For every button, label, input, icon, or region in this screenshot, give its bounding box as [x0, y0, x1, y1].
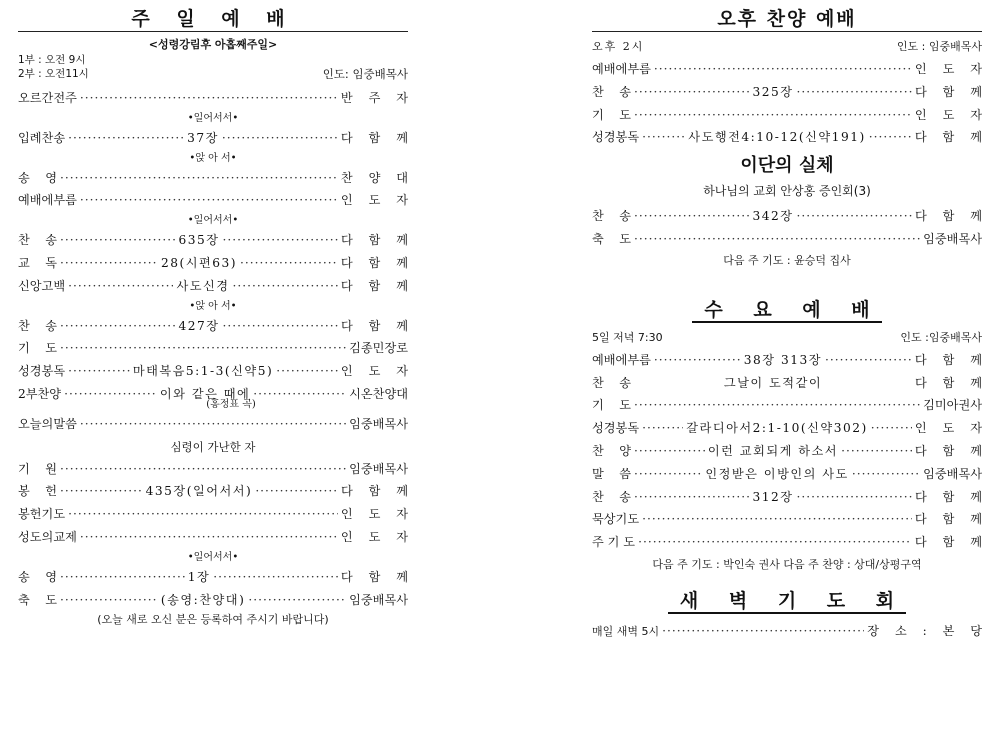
posture-cue: •일어서서• [187, 551, 239, 563]
posture-cue: •일어서서• [187, 112, 239, 124]
leader-dots [213, 566, 338, 589]
order-row [592, 228, 982, 251]
order-label: 봉헌기도 [18, 507, 66, 522]
leader-dots [634, 228, 920, 251]
order-label: 송 영 [18, 170, 58, 185]
leader-dots [852, 463, 920, 486]
order-label: 묵상기도 [592, 512, 640, 527]
leader-dots [797, 486, 912, 509]
leader-dots [60, 566, 185, 589]
order-responsible: 인 도 자 [914, 421, 988, 436]
leader-dots [64, 383, 157, 406]
order-label: 찬 송 [592, 209, 632, 224]
order-responsible: 다 함 께 [340, 130, 414, 145]
wednesday-info [592, 327, 982, 349]
dawn-prayer-row [592, 620, 988, 643]
leader-dots [223, 315, 338, 338]
order-responsible: 다 함 께 [914, 535, 988, 550]
leader-dots [68, 275, 173, 298]
order-row [592, 349, 988, 372]
order-detail: 38장 313장 [743, 352, 822, 367]
leader-dots [68, 503, 338, 526]
order-detail: 사도행전4:10-12(신약191) [688, 130, 866, 145]
order-label: 예배에부름 [592, 62, 651, 76]
order-responsible: 다 함 께 [914, 209, 989, 224]
sunday-subtitle: <성령강림후 아홉째주일> [148, 38, 278, 51]
order-responsible: 임중배목사 [349, 461, 408, 476]
order-label: 축 도 [18, 592, 58, 607]
order-label: 찬 양 [592, 443, 632, 458]
leader-dots [825, 349, 912, 372]
afternoon-order-list-2 [592, 205, 989, 251]
order-label: 기 원 [18, 461, 58, 476]
leader-dots [60, 315, 175, 338]
leader-dots [248, 589, 346, 612]
order-row [592, 104, 988, 127]
order-label: 찬 송 [592, 489, 632, 504]
leader-dots [642, 417, 683, 440]
afternoon-order-list [592, 58, 989, 149]
order-row [592, 205, 989, 228]
dawn-location: 장 소 : 본 당 [867, 623, 988, 638]
posture-cue: •일어서서• [187, 215, 239, 227]
afternoon-sermon-title: 이단의 실체 [740, 155, 834, 177]
order-row [592, 417, 988, 440]
order-responsible: 다 함 께 [914, 130, 988, 145]
leader-dots [634, 205, 749, 228]
order-detail: 그날이 도적같이 [723, 375, 823, 390]
wednesday-time: 5일 저녁 7:30 [592, 330, 663, 344]
order-row [18, 275, 414, 298]
order-responsible: 찬 양 대 [340, 170, 414, 185]
order-detail: 갈라디아서2:1-10(신약302) [686, 421, 868, 436]
leader-dots [634, 394, 920, 417]
order-responsible: 다 함 께 [340, 255, 414, 270]
order-responsible: 다 함 께 [914, 512, 988, 527]
composer-note: (홍정표 곡) [206, 398, 256, 410]
service-1-time: 1부 : 오전 9시 [18, 54, 86, 66]
leader-dots [871, 417, 912, 440]
order-detail: 마태복음5:1-3(신약5) [132, 364, 274, 379]
afternoon-leader: 인도 : 임중배목사 [896, 40, 982, 53]
order-detail: 인정받은 이방인의 사도 [705, 466, 849, 481]
order-label: 예배에부름 [18, 193, 77, 208]
leader-dots [634, 486, 749, 509]
order-detail: 37장 [187, 130, 219, 145]
order-row [592, 58, 988, 81]
leader-dots [634, 104, 912, 127]
order-label: 찬 송 [18, 318, 58, 333]
leader-dots [634, 440, 705, 463]
leader-dots [638, 531, 912, 554]
sunday-worship-title: 주 일 예 배 [131, 8, 295, 30]
afternoon-worship-title: 오후 찬양 예배 [717, 8, 857, 30]
leader-dots [60, 167, 338, 190]
order-responsible: 반 주 자 [340, 91, 414, 105]
leader-dots [654, 58, 912, 81]
leader-dots [797, 205, 912, 228]
order-responsible: 김종민장로 [349, 341, 408, 356]
order-detail: 427장 [178, 318, 220, 333]
order-row [592, 372, 989, 395]
order-row [592, 81, 989, 104]
order-row [18, 252, 414, 275]
leader-dots [60, 229, 175, 252]
order-detail: 이와 같은 때에 [159, 386, 251, 401]
service-2-time: 2부 : 오전11시 [18, 68, 89, 80]
order-responsible: 인 도 자 [340, 193, 414, 208]
leader-dots [60, 458, 346, 481]
order-label: 신앙고백 [18, 278, 66, 293]
order-detail: 342장 [752, 209, 794, 224]
order-label: 봉 헌 [18, 484, 58, 499]
leader-dots [662, 620, 864, 643]
dawn-time: 매일 새벽 5시 [592, 624, 660, 638]
order-detail: 사도신경 [176, 278, 230, 293]
leader-dots [869, 126, 912, 149]
order-detail: 312장 [752, 489, 794, 504]
leader-dots [60, 252, 158, 275]
sunday-order-list-3 [18, 458, 415, 612]
order-responsible: 다 함 께 [914, 375, 989, 390]
leader-dots [68, 127, 184, 150]
order-row [18, 526, 414, 549]
leader-dots [80, 189, 338, 212]
order-row [592, 440, 988, 463]
afternoon-next-prayer: 다음 주 기도 : 윤승덕 집사 [723, 253, 851, 267]
posture-cue: •앉 아 서• [189, 300, 237, 312]
order-row [18, 167, 414, 190]
afternoon-info [592, 36, 982, 58]
order-detail: (송영:찬양대) [160, 592, 246, 607]
order-label: 성경봉독 [592, 421, 640, 436]
leader-dots [68, 360, 130, 383]
leader-dots [654, 349, 741, 372]
order-responsible: 인 도 자 [340, 364, 414, 379]
order-row [18, 458, 408, 481]
order-label: 기 도 [592, 398, 632, 413]
title-underline [18, 31, 408, 32]
leader-dots [223, 229, 338, 252]
sermon-title: 심령이 가난한 자 [170, 439, 256, 454]
order-responsible: 다 함 께 [914, 84, 989, 99]
order-responsible: 다 함 께 [914, 489, 989, 504]
sunday-leader: 인도: 임중배목사 [322, 67, 408, 81]
order-row [18, 87, 414, 110]
leader-dots [642, 508, 912, 531]
order-detail: 325장 [752, 84, 794, 99]
leader-dots [60, 337, 346, 360]
order-responsible: 임중배목사 [923, 231, 982, 246]
order-responsible: 김미아권사 [923, 398, 982, 413]
order-label: 기 도 [18, 341, 58, 356]
leader-dots [80, 87, 338, 110]
order-row [18, 229, 415, 252]
order-row [18, 360, 414, 383]
order-responsible: 임중배목사 [349, 592, 408, 607]
order-detail: 이런 교회되게 하소서 [707, 443, 839, 458]
order-label: 성도의교제 [18, 529, 77, 544]
order-responsible: 인 도 자 [914, 107, 988, 122]
welcome-footer: (오늘 새로 오신 분은 등록하여 주시기 바랍니다) [97, 613, 329, 627]
wednesday-order-list [592, 349, 989, 554]
leader-dots [80, 526, 338, 549]
posture-cue: •앉 아 서• [189, 152, 237, 164]
order-responsible: 다 함 께 [340, 318, 415, 333]
dawn-prayer-title: 새 벽 기 도 회 [592, 588, 982, 614]
order-row [18, 566, 414, 589]
order-detail: 435장(일어서서) [145, 484, 253, 499]
service-times [18, 53, 408, 81]
weekday-column [592, 0, 989, 643]
order-detail: 635장 [178, 233, 220, 248]
order-detail: 1장 [187, 569, 211, 584]
leader-dots [233, 275, 338, 298]
order-row [18, 189, 414, 212]
order-responsible: 임중배목사 [923, 466, 982, 481]
order-row [592, 463, 982, 486]
order-row [18, 503, 414, 526]
order-label: 입례찬송 [18, 130, 66, 145]
wednesday-next: 다음 주 기도 : 박인숙 권사 다음 주 찬양 : 상대/상평구역 [652, 557, 922, 571]
leader-dots [276, 360, 338, 383]
order-row [18, 413, 408, 436]
order-label: 찬 송 [18, 233, 58, 248]
order-label: 찬 송 [592, 84, 632, 99]
afternoon-sermon-subtitle: 하나님의 교회 안상홍 증인회(3) [703, 184, 871, 199]
order-responsible: 다 함 께 [340, 484, 415, 499]
order-label: 오르간전주 [18, 91, 77, 105]
leader-dots [80, 413, 346, 436]
order-row [18, 337, 408, 360]
leader-dots [60, 480, 143, 503]
sunday-worship-column [18, 0, 415, 627]
wednesday-leader: 인도 :임중배목사 [900, 330, 982, 344]
order-responsible: 인 도 자 [340, 529, 414, 544]
order-row [592, 126, 988, 149]
order-label: 송 영 [18, 569, 58, 584]
order-label: 성경봉독 [18, 364, 66, 379]
order-responsible: 다 함 께 [914, 443, 988, 458]
leader-dots [240, 252, 338, 275]
leader-dots [222, 127, 338, 150]
order-responsible: 다 함 께 [914, 352, 988, 367]
order-row [592, 486, 989, 509]
order-row [592, 508, 988, 531]
order-responsible: 인 도 자 [340, 507, 414, 522]
order-responsible: 다 함 께 [340, 569, 414, 584]
order-responsible: 다 함 께 [340, 233, 415, 248]
order-detail: 28(시편63) [160, 255, 238, 270]
order-label: 성경봉독 [592, 130, 640, 145]
sunday-order-list-2 [18, 413, 408, 436]
leader-dots [797, 81, 912, 104]
afternoon-title-underline [592, 31, 982, 32]
order-label: 교 독 [18, 255, 58, 270]
order-responsible: 임중배목사 [349, 416, 408, 431]
sunday-order-list [18, 87, 415, 406]
leader-dots [634, 463, 702, 486]
order-label: 예배에부름 [592, 352, 651, 367]
order-responsible: 인 도 자 [914, 62, 988, 76]
leader-dots [255, 480, 338, 503]
order-row [18, 480, 415, 503]
leader-dots [253, 383, 346, 406]
order-label: 축 도 [592, 231, 632, 246]
order-label: 오늘의말씀 [18, 416, 77, 431]
leader-dots [841, 440, 912, 463]
order-row [592, 394, 982, 417]
leader-dots [634, 81, 749, 104]
order-row [18, 127, 414, 150]
leader-dots [60, 589, 158, 612]
leader-dots [642, 126, 685, 149]
wednesday-worship-title: 수 요 예 배 [592, 297, 982, 323]
order-label: 2부찬양 [18, 386, 62, 401]
order-label: 찬 송 [592, 375, 632, 390]
order-row [18, 589, 408, 612]
order-label: 말 씀 [592, 466, 632, 481]
order-responsible: 시온찬양대 [349, 386, 408, 401]
order-label: 기 도 [592, 107, 632, 122]
order-responsible: 다 함 께 [340, 278, 414, 293]
order-row [592, 531, 988, 554]
order-row [18, 315, 415, 338]
order-label: 주 기 도 [592, 535, 636, 550]
afternoon-time: 오후 2시 [592, 40, 645, 53]
